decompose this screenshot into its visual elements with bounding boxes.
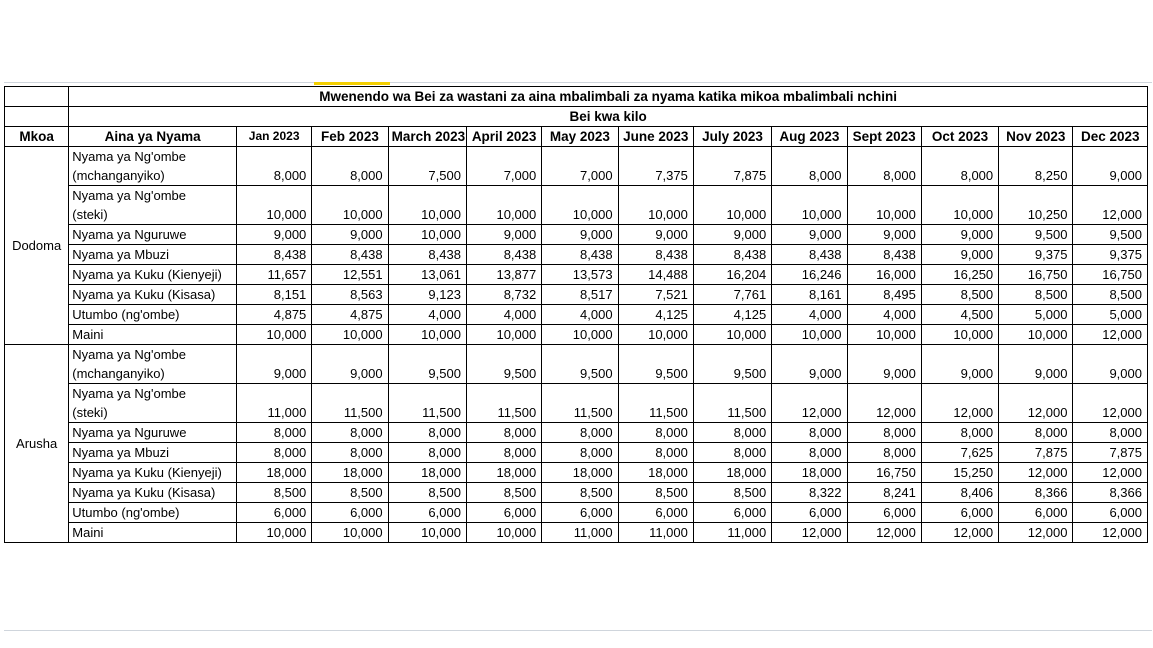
table-row [5, 345, 1148, 384]
price-cell: 14,488 [618, 265, 693, 285]
header-month: Nov 2023 [999, 127, 1073, 147]
price-cell: 8,563 [312, 285, 388, 305]
price-cell: 4,000 [542, 305, 618, 325]
price-cell: 8,000 [772, 147, 847, 186]
price-cell: 10,000 [466, 523, 541, 543]
price-cell: 7,761 [693, 285, 771, 305]
price-cell: 11,500 [618, 384, 693, 423]
price-cell: 9,000 [847, 225, 921, 245]
price-cell: 9,500 [693, 345, 771, 384]
sheet-bottom-edge [4, 630, 1152, 631]
price-cell: 9,000 [542, 225, 618, 245]
price-cell: 8,322 [772, 483, 847, 503]
price-cell: 10,000 [388, 186, 466, 225]
price-cell: 8,000 [236, 147, 311, 186]
price-cell: 9,000 [921, 345, 998, 384]
price-cell: 10,000 [388, 325, 466, 345]
price-cell: 8,000 [772, 423, 847, 443]
price-cell: 9,000 [772, 345, 847, 384]
price-cell: 8,000 [542, 423, 618, 443]
table-row [5, 463, 1148, 483]
price-cell: 8,495 [847, 285, 921, 305]
price-cell: 6,000 [388, 503, 466, 523]
price-cell: 9,000 [1073, 345, 1148, 384]
price-cell: 8,438 [542, 245, 618, 265]
meat-type-cell [69, 225, 237, 245]
price-cell: 10,000 [693, 325, 771, 345]
price-cell: 9,500 [999, 225, 1073, 245]
price-cell: 7,875 [999, 443, 1073, 463]
price-cell: 9,000 [312, 225, 388, 245]
price-cell: 8,161 [772, 285, 847, 305]
price-cell: 9,123 [388, 285, 466, 305]
meat-type-line1: Nyama ya Nguruwe [72, 227, 187, 242]
meat-type-cell [69, 443, 237, 463]
table-row [5, 186, 1148, 225]
price-cell: 8,241 [847, 483, 921, 503]
price-cell: 10,000 [921, 186, 998, 225]
price-cell: 6,000 [847, 503, 921, 523]
header-month: Aug 2023 [772, 127, 847, 147]
price-cell: 9,375 [1073, 245, 1148, 265]
price-cell: 12,551 [312, 265, 388, 285]
price-cell: 12,000 [921, 384, 998, 423]
price-cell: 10,000 [618, 186, 693, 225]
price-cell: 8,000 [1073, 423, 1148, 443]
price-cell: 6,000 [772, 503, 847, 523]
header-month: May 2023 [542, 127, 618, 147]
header-month: Feb 2023 [312, 127, 388, 147]
price-cell: 9,000 [466, 225, 541, 245]
price-cell: 11,500 [466, 384, 541, 423]
price-cell: 8,500 [921, 285, 998, 305]
price-cell: 7,000 [542, 147, 618, 186]
price-cell: 11,657 [236, 265, 311, 285]
price-cell: 8,500 [999, 285, 1073, 305]
price-cell: 4,875 [236, 305, 311, 325]
price-cell: 12,000 [921, 523, 998, 543]
table-row [5, 423, 1148, 443]
price-cell: 10,250 [999, 186, 1073, 225]
price-cell: 18,000 [618, 463, 693, 483]
price-cell: 18,000 [388, 463, 466, 483]
price-cell: 8,500 [693, 483, 771, 503]
price-cell: 4,000 [847, 305, 921, 325]
price-cell: 13,877 [466, 265, 541, 285]
price-cell: 9,375 [999, 245, 1073, 265]
price-cell: 12,000 [999, 463, 1073, 483]
price-cell: 8,000 [847, 443, 921, 463]
price-cell: 8,438 [618, 245, 693, 265]
header-month: Dec 2023 [1073, 127, 1148, 147]
price-cell: 11,500 [693, 384, 771, 423]
price-cell: 10,000 [466, 186, 541, 225]
price-cell: 8,000 [772, 443, 847, 463]
meat-type-line1: Nyama ya Ng'ombe [72, 188, 187, 203]
price-cell: 8,438 [312, 245, 388, 265]
title-row [5, 87, 1148, 107]
price-cell: 18,000 [466, 463, 541, 483]
price-cell: 9,000 [236, 345, 311, 384]
price-cell: 8,000 [847, 423, 921, 443]
price-cell: 16,750 [999, 265, 1073, 285]
price-cell: 6,000 [921, 503, 998, 523]
price-cell: 12,000 [772, 523, 847, 543]
price-cell: 6,000 [236, 503, 311, 523]
price-cell: 11,000 [236, 384, 311, 423]
price-cell: 10,000 [312, 523, 388, 543]
price-cell: 9,000 [1073, 147, 1148, 186]
price-cell: 16,204 [693, 265, 771, 285]
price-cell: 8,000 [388, 443, 466, 463]
price-cell: 8,000 [312, 423, 388, 443]
price-cell: 11,000 [693, 523, 771, 543]
price-cell: 9,000 [312, 345, 388, 384]
price-cell: 10,000 [466, 325, 541, 345]
empty-cell [5, 87, 69, 107]
table-row [5, 147, 1148, 186]
price-cell: 4,000 [772, 305, 847, 325]
price-cell: 8,500 [466, 483, 541, 503]
price-cell: 10,000 [236, 186, 311, 225]
price-cell: 10,000 [388, 225, 466, 245]
header-month: Jan 2023 [236, 127, 311, 147]
price-cell: 9,000 [921, 245, 998, 265]
price-cell: 9,000 [693, 225, 771, 245]
price-cell: 9,500 [466, 345, 541, 384]
price-cell: 10,000 [772, 186, 847, 225]
price-cell: 13,573 [542, 265, 618, 285]
price-cell: 8,000 [312, 443, 388, 463]
price-cell: 7,375 [618, 147, 693, 186]
meat-type-cell [69, 265, 237, 285]
price-cell: 18,000 [693, 463, 771, 483]
meat-type-cell [69, 345, 237, 384]
table-row [5, 503, 1148, 523]
meat-type-line1: Nyama ya Kuku (Kisasa) [72, 287, 216, 302]
price-cell: 12,000 [999, 384, 1073, 423]
price-cell: 4,000 [466, 305, 541, 325]
header-month: Sept 2023 [847, 127, 921, 147]
price-cell: 7,875 [1073, 443, 1148, 463]
price-cell: 4,000 [388, 305, 466, 325]
price-cell: 6,000 [312, 503, 388, 523]
price-cell: 8,500 [312, 483, 388, 503]
price-cell: 9,500 [542, 345, 618, 384]
region-cell: Dodoma [5, 147, 69, 345]
price-cell: 16,750 [1073, 265, 1148, 285]
price-cell: 8,000 [999, 423, 1073, 443]
header-month: March 2023 [388, 127, 466, 147]
meat-type-cell [69, 305, 237, 325]
price-table [4, 86, 1148, 543]
price-cell: 16,000 [847, 265, 921, 285]
selected-cell-marker [314, 82, 390, 85]
sheet-top-edge [4, 82, 1152, 83]
meat-type-line2: (mchanganyiko) [72, 168, 165, 183]
price-cell: 8,000 [236, 423, 311, 443]
price-cell: 8,250 [999, 147, 1073, 186]
price-cell: 10,000 [772, 325, 847, 345]
price-cell: 7,000 [466, 147, 541, 186]
table-row [5, 265, 1148, 285]
price-cell: 9,000 [921, 225, 998, 245]
price-cell: 8,000 [847, 147, 921, 186]
price-cell: 5,000 [999, 305, 1073, 325]
price-cell: 8,517 [542, 285, 618, 305]
price-cell: 11,500 [388, 384, 466, 423]
header-row [5, 127, 1148, 147]
price-cell: 16,250 [921, 265, 998, 285]
price-cell: 9,000 [772, 225, 847, 245]
price-cell: 4,125 [618, 305, 693, 325]
price-cell: 8,438 [847, 245, 921, 265]
price-cell: 12,000 [1073, 384, 1148, 423]
price-cell: 5,000 [1073, 305, 1148, 325]
price-cell: 6,000 [466, 503, 541, 523]
price-cell: 7,521 [618, 285, 693, 305]
meat-type-cell [69, 245, 237, 265]
price-cell: 6,000 [693, 503, 771, 523]
header-month: July 2023 [693, 127, 771, 147]
price-cell: 8,366 [1073, 483, 1148, 503]
price-cell: 8,151 [236, 285, 311, 305]
price-cell: 8,000 [312, 147, 388, 186]
meat-type-line1: Nyama ya Kuku (Kienyeji) [72, 267, 222, 282]
price-cell: 10,000 [312, 186, 388, 225]
price-cell: 9,000 [236, 225, 311, 245]
price-cell: 8,438 [772, 245, 847, 265]
table-row [5, 225, 1148, 245]
price-cell: 8,500 [236, 483, 311, 503]
price-cell: 9,000 [847, 345, 921, 384]
table-row [5, 285, 1148, 305]
meat-type-cell [69, 483, 237, 503]
price-cell: 10,000 [618, 325, 693, 345]
meat-type-line2: (steki) [72, 405, 108, 420]
price-cell: 8,732 [466, 285, 541, 305]
price-cell: 12,000 [1073, 325, 1148, 345]
price-cell: 16,246 [772, 265, 847, 285]
price-cell: 9,500 [1073, 225, 1148, 245]
price-cell: 4,875 [312, 305, 388, 325]
price-cell: 8,438 [693, 245, 771, 265]
price-cell: 10,000 [542, 325, 618, 345]
price-cell: 7,875 [693, 147, 771, 186]
price-cell: 10,000 [999, 325, 1073, 345]
meat-type-line1: Nyama ya Ng'ombe [72, 386, 187, 401]
meat-type-cell [69, 503, 237, 523]
meat-type-line1: Maini [72, 327, 104, 342]
header-month: June 2023 [618, 127, 693, 147]
meat-type-line1: Maini [72, 525, 104, 540]
meat-type-line1: Utumbo (ng'ombe) [72, 505, 180, 520]
meat-type-line1: Nyama ya Mbuzi [72, 247, 170, 262]
table-row [5, 483, 1148, 503]
price-cell: 8,366 [999, 483, 1073, 503]
price-cell: 12,000 [772, 384, 847, 423]
price-cell: 18,000 [772, 463, 847, 483]
meat-type-line2: (mchanganyiko) [72, 366, 165, 381]
table-row [5, 443, 1148, 463]
price-cell: 8,000 [618, 423, 693, 443]
price-cell: 6,000 [1073, 503, 1148, 523]
price-cell: 7,625 [921, 443, 998, 463]
subtitle-row [5, 107, 1148, 127]
price-cell: 12,000 [1073, 523, 1148, 543]
price-cell: 12,000 [847, 384, 921, 423]
price-cell: 9,000 [618, 225, 693, 245]
price-cell: 8,000 [921, 147, 998, 186]
table-subtitle: Bei kwa kilo [69, 107, 1148, 127]
price-cell: 13,061 [388, 265, 466, 285]
table-row [5, 305, 1148, 325]
price-cell: 10,000 [312, 325, 388, 345]
price-cell: 8,438 [388, 245, 466, 265]
price-cell: 8,406 [921, 483, 998, 503]
table-row [5, 523, 1148, 543]
price-cell: 8,000 [388, 423, 466, 443]
meat-type-cell [69, 523, 237, 543]
price-cell: 10,000 [847, 325, 921, 345]
price-cell: 10,000 [236, 523, 311, 543]
price-cell: 6,000 [999, 503, 1073, 523]
price-cell: 10,000 [388, 523, 466, 543]
price-cell: 8,438 [236, 245, 311, 265]
price-cell: 8,000 [466, 443, 541, 463]
price-cell: 8,000 [466, 423, 541, 443]
price-cell: 8,000 [542, 443, 618, 463]
price-cell: 8,500 [542, 483, 618, 503]
table-row [5, 384, 1148, 423]
meat-type-cell [69, 423, 237, 443]
price-cell: 18,000 [542, 463, 618, 483]
price-cell: 12,000 [847, 523, 921, 543]
price-cell: 18,000 [312, 463, 388, 483]
header-item: Aina ya Nyama [69, 127, 237, 147]
price-cell: 10,000 [847, 186, 921, 225]
price-cell: 6,000 [618, 503, 693, 523]
price-cell: 8,000 [618, 443, 693, 463]
price-cell: 11,000 [618, 523, 693, 543]
price-cell: 8,000 [921, 423, 998, 443]
price-cell: 8,500 [1073, 285, 1148, 305]
price-cell: 11,500 [542, 384, 618, 423]
price-cell: 10,000 [921, 325, 998, 345]
price-cell: 7,500 [388, 147, 466, 186]
price-cell: 9,500 [618, 345, 693, 384]
meat-type-cell [69, 147, 237, 186]
meat-type-line2: (steki) [72, 207, 108, 222]
empty-cell [5, 107, 69, 127]
price-cell: 8,000 [236, 443, 311, 463]
price-cell: 10,000 [693, 186, 771, 225]
meat-type-line1: Nyama ya Kuku (Kisasa) [72, 485, 216, 500]
table-row [5, 325, 1148, 345]
price-cell: 11,500 [312, 384, 388, 423]
price-cell: 12,000 [1073, 463, 1148, 483]
meat-type-line1: Nyama ya Ng'ombe [72, 347, 187, 362]
meat-type-cell [69, 384, 237, 423]
price-cell: 18,000 [236, 463, 311, 483]
price-cell: 8,500 [618, 483, 693, 503]
meat-type-line1: Nyama ya Nguruwe [72, 425, 187, 440]
price-cell: 10,000 [236, 325, 311, 345]
price-cell: 12,000 [999, 523, 1073, 543]
meat-type-line1: Utumbo (ng'ombe) [72, 307, 180, 322]
price-cell: 4,125 [693, 305, 771, 325]
header-month: April 2023 [466, 127, 541, 147]
price-cell: 8,500 [388, 483, 466, 503]
table-title: Mwenendo wa Bei za wastani za aina mbalimbali za nyama katika mikoa mbalimbali nchini [69, 87, 1148, 107]
header-region: Mkoa [5, 127, 69, 147]
price-cell: 4,500 [921, 305, 998, 325]
meat-type-line1: Nyama ya Ng'ombe [72, 149, 187, 164]
price-cell: 8,438 [466, 245, 541, 265]
price-cell: 6,000 [542, 503, 618, 523]
price-cell: 11,000 [542, 523, 618, 543]
price-cell: 8,000 [693, 443, 771, 463]
region-cell: Arusha [5, 345, 69, 543]
meat-type-cell [69, 463, 237, 483]
meat-type-line1: Nyama ya Kuku (Kienyeji) [72, 465, 222, 480]
meat-type-cell [69, 186, 237, 225]
meat-type-cell [69, 325, 237, 345]
meat-type-line1: Nyama ya Mbuzi [72, 445, 170, 460]
price-cell: 10,000 [542, 186, 618, 225]
table-row [5, 245, 1148, 265]
price-cell: 12,000 [1073, 186, 1148, 225]
price-cell: 16,750 [847, 463, 921, 483]
meat-type-cell [69, 285, 237, 305]
price-cell: 15,250 [921, 463, 998, 483]
price-cell: 8,000 [693, 423, 771, 443]
price-cell: 9,000 [999, 345, 1073, 384]
price-cell: 9,500 [388, 345, 466, 384]
header-month: Oct 2023 [921, 127, 998, 147]
